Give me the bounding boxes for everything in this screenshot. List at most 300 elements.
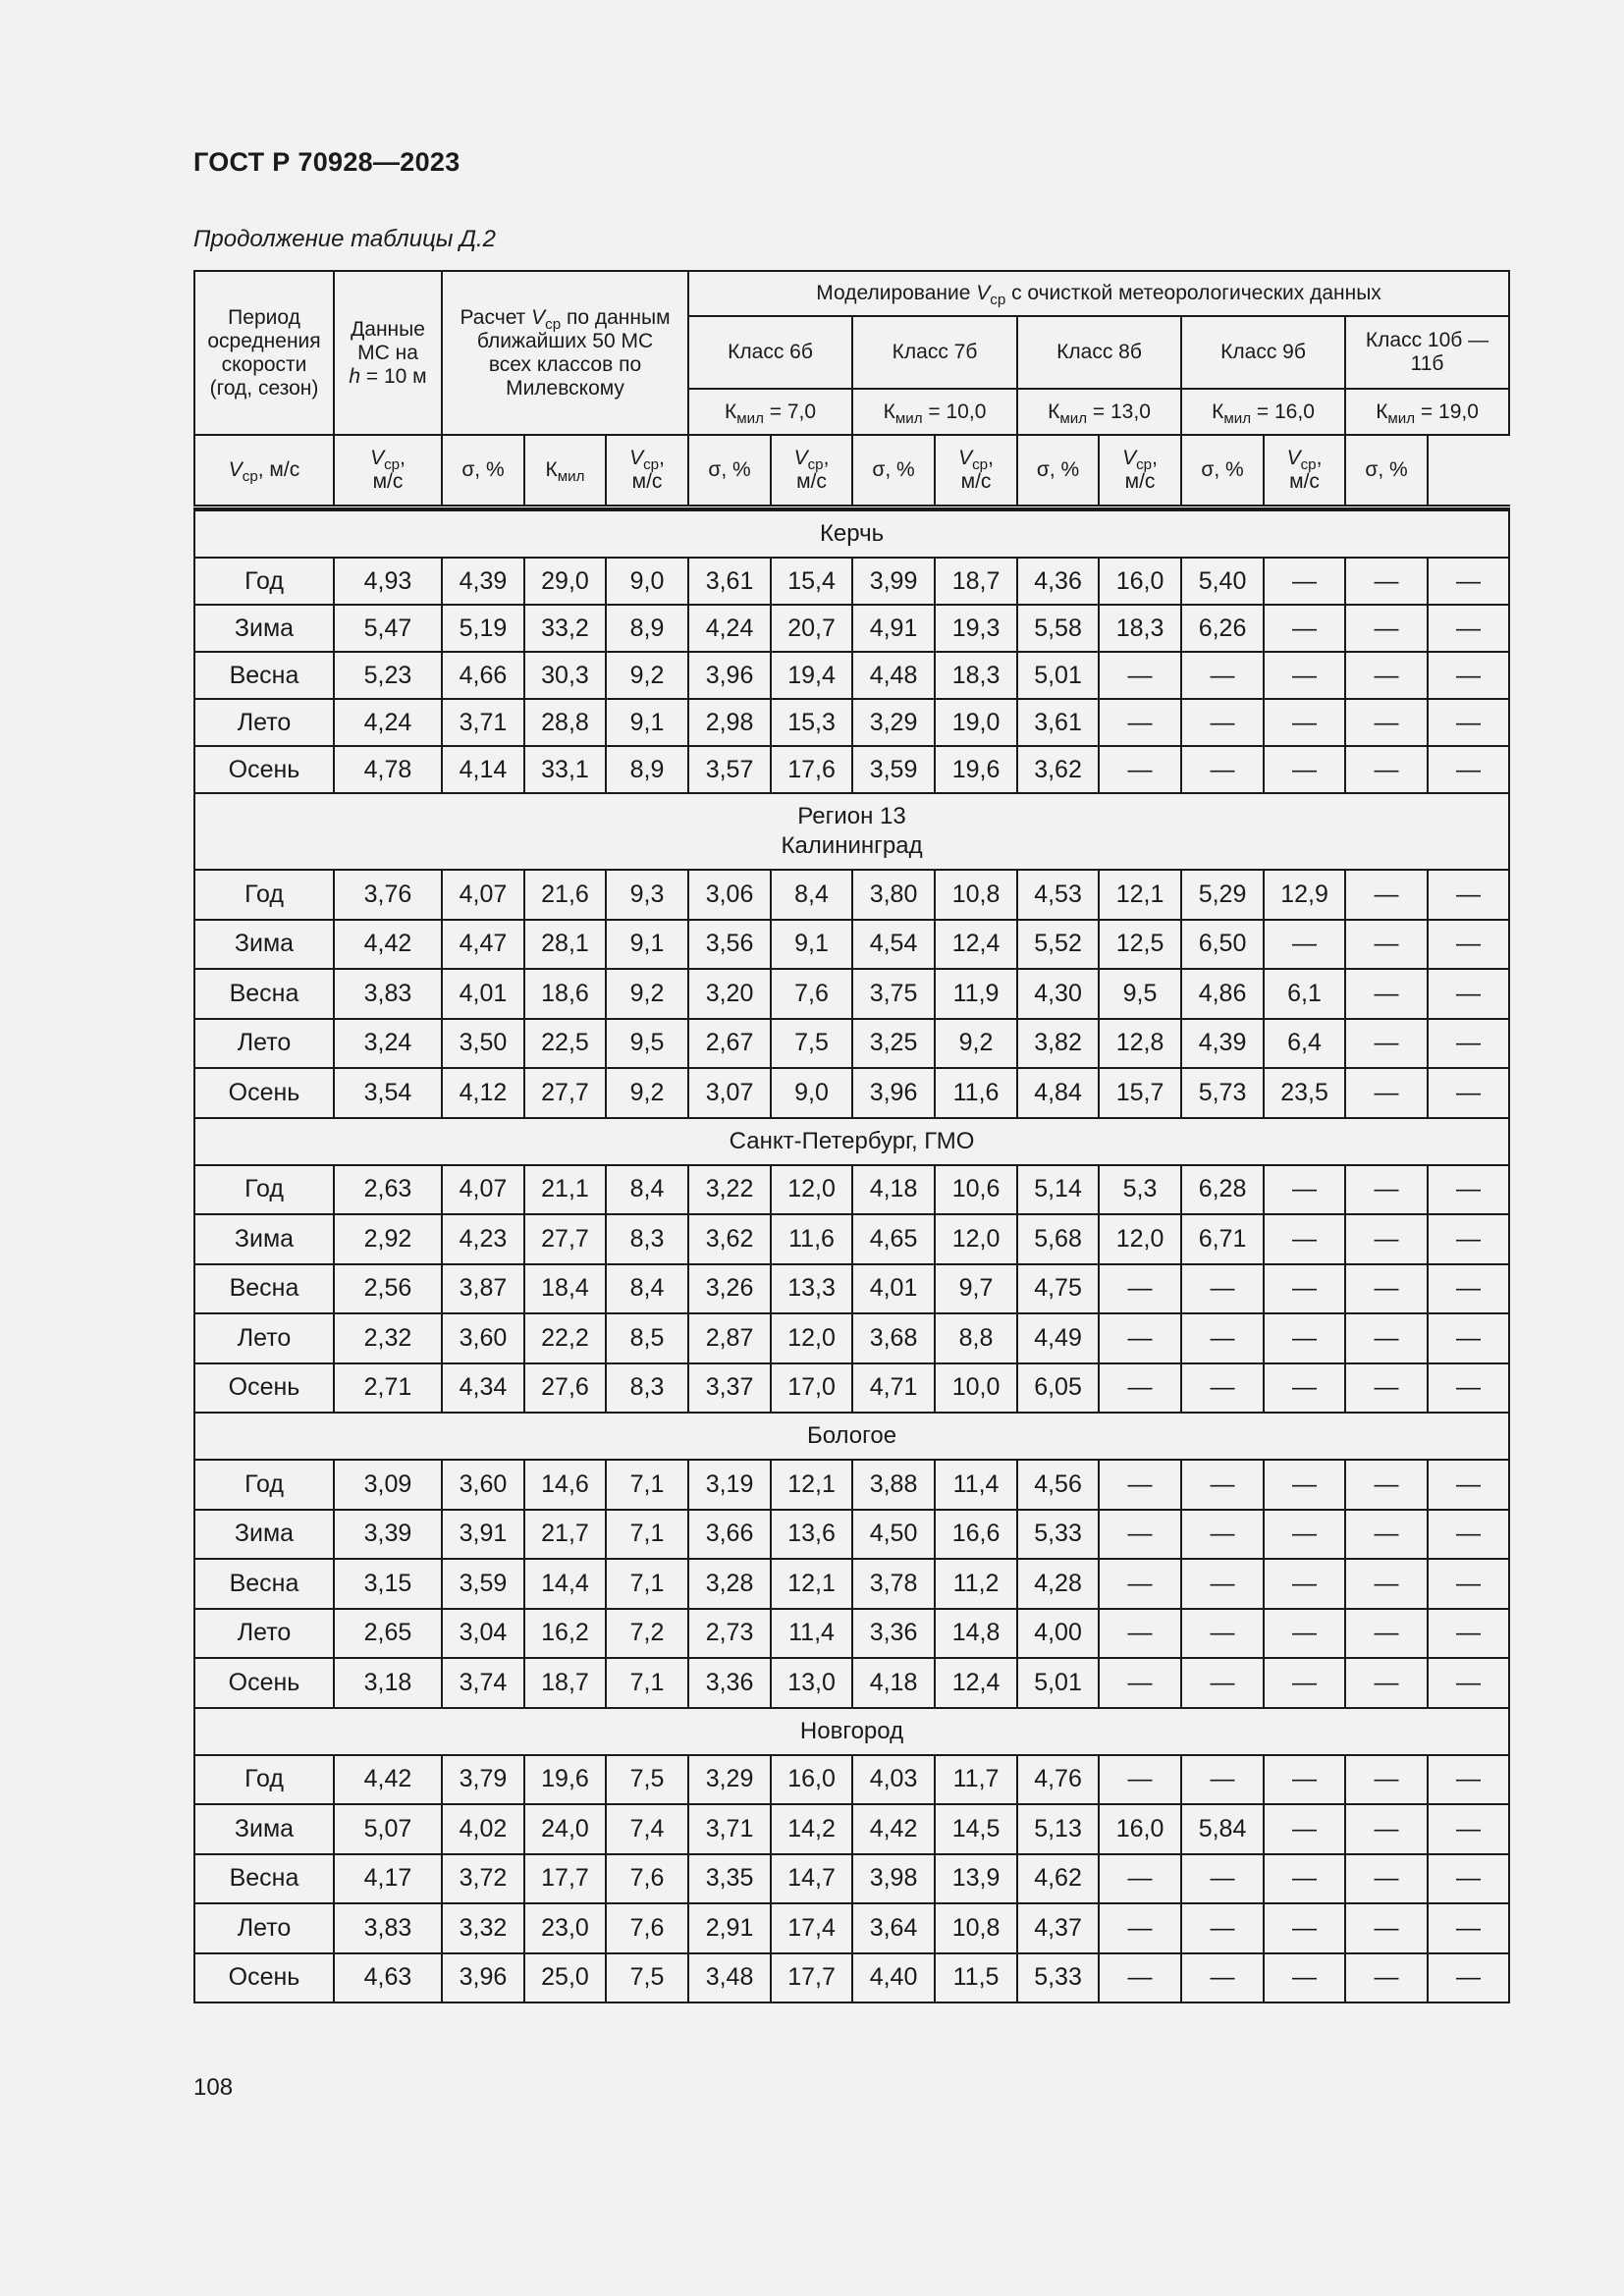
section-title-line: Регион 13 [797,803,906,829]
value-cell: — [1099,1953,1181,2003]
class-header: Класс 8б [1017,316,1181,389]
modeling-v-sub: ср [990,292,1006,309]
value-cell: 3,54 [334,1068,442,1118]
value-cell: 9,1 [771,920,852,970]
value-cell: 19,6 [935,746,1017,793]
value-cell: 27,7 [524,1068,606,1118]
table-row [194,1068,1509,1118]
class-header: Класс 10б — 11б [1345,316,1509,389]
value-cell: 4,01 [852,1264,935,1314]
value-cell: 8,9 [606,746,688,793]
value-cell: — [1345,1559,1428,1609]
vcp-unit-header: $V_{ср}$, м/с [194,435,334,507]
value-cell: 3,83 [334,969,442,1019]
value-cell: 3,64 [852,1903,935,1953]
value-cell: 4,39 [1181,1019,1264,1069]
value-cell: 12,5 [1099,920,1181,970]
value-cell: — [1181,652,1264,699]
value-cell: 3,98 [852,1854,935,1904]
value-cell: 16,0 [771,1755,852,1805]
table-row [194,746,1509,793]
value-cell: — [1181,1903,1264,1953]
value-cell: — [1428,1609,1509,1659]
value-cell: 12,4 [935,1658,1017,1708]
value-cell: 12,0 [1099,1214,1181,1264]
value-cell: 4,42 [334,920,442,970]
period-cell: Осень [194,1068,334,1118]
value-cell: 4,03 [852,1755,935,1805]
value-cell: 12,1 [771,1559,852,1609]
value-cell: 3,04 [442,1609,524,1659]
value-cell: — [1428,1363,1509,1414]
value-cell: — [1345,1068,1428,1118]
value-cell: 24,0 [524,1804,606,1854]
value-cell: 8,4 [606,1165,688,1215]
value-cell: 4,23 [442,1214,524,1264]
section-row [194,1708,1509,1755]
value-cell: 11,5 [935,1953,1017,2003]
sigma-header: σ, % [688,435,771,507]
calc-header [442,271,688,435]
value-cell: 17,6 [771,746,852,793]
value-cell: — [1181,746,1264,793]
value-cell: 3,32 [442,1903,524,1953]
value-cell: 4,47 [442,920,524,970]
value-cell: — [1428,1559,1509,1609]
value-cell: 14,6 [524,1460,606,1510]
table-row [194,1854,1509,1904]
value-cell: 3,22 [688,1165,771,1215]
value-cell: 21,1 [524,1165,606,1215]
value-cell: — [1428,1460,1509,1510]
value-cell: 3,87 [442,1264,524,1314]
table-row [194,1510,1509,1560]
vcp-header: $V_{ср}$, м/с [771,435,852,507]
value-cell: — [1345,1460,1428,1510]
value-cell: — [1099,1363,1181,1414]
value-cell: 3,06 [688,870,771,920]
value-cell: 11,4 [935,1460,1017,1510]
page-number: 108 [193,2074,234,2101]
period-cell: Осень [194,746,334,793]
value-cell: 3,88 [852,1460,935,1510]
ms-data-header [334,271,442,435]
value-cell: 9,7 [935,1264,1017,1314]
period-cell: Осень [194,1363,334,1414]
value-cell: 6,28 [1181,1165,1264,1215]
value-cell: 4,07 [442,1165,524,1215]
value-cell: 2,63 [334,1165,442,1215]
value-cell: — [1428,969,1509,1019]
value-cell: 12,0 [771,1165,852,1215]
value-cell: 22,5 [524,1019,606,1069]
value-cell: — [1428,1165,1509,1215]
value-cell: 3,96 [852,1068,935,1118]
value-cell: 10,8 [935,870,1017,920]
table-row [194,1559,1509,1609]
value-cell: 2,92 [334,1214,442,1264]
period-cell: Лето [194,1019,334,1069]
period-cell: Осень [194,1658,334,1708]
calc-v-sub: ср [545,315,562,333]
table-row [194,1903,1509,1953]
period-cell: Весна [194,969,334,1019]
vcp-header: $V_{ср}$, м/с [334,435,442,507]
value-cell: 7,6 [771,969,852,1019]
section-row [194,793,1509,870]
value-cell: 3,07 [688,1068,771,1118]
value-cell: 3,35 [688,1854,771,1904]
value-cell: 3,74 [442,1658,524,1708]
value-cell: 9,0 [606,558,688,605]
value-cell: — [1181,1755,1264,1805]
value-cell: — [1264,1903,1345,1953]
value-cell: 2,32 [334,1313,442,1363]
value-cell: 4,56 [1017,1460,1099,1510]
value-cell: 3,19 [688,1460,771,1510]
value-cell: 8,5 [606,1313,688,1363]
value-cell: 10,0 [935,1363,1017,1414]
value-cell: 9,5 [1099,969,1181,1019]
value-cell: 12,8 [1099,1019,1181,1069]
value-cell: 3,75 [852,969,935,1019]
table-row [194,1658,1509,1708]
value-cell: 2,98 [688,699,771,746]
value-cell: 3,39 [334,1510,442,1560]
value-cell: 6,05 [1017,1363,1099,1414]
table-row [194,1363,1509,1414]
value-cell: — [1099,1609,1181,1659]
value-cell: — [1264,1313,1345,1363]
value-cell: — [1264,699,1345,746]
value-cell: 8,3 [606,1363,688,1414]
value-cell: 4,78 [334,746,442,793]
value-cell: 3,76 [334,870,442,920]
value-cell: — [1264,605,1345,652]
section-title [194,1118,1509,1165]
value-cell: 4,18 [852,1165,935,1215]
value-cell: 3,26 [688,1264,771,1314]
value-cell: 3,71 [442,699,524,746]
value-cell: 15,3 [771,699,852,746]
period-cell: Зима [194,1214,334,1264]
value-cell: — [1345,1363,1428,1414]
value-cell: 3,18 [334,1658,442,1708]
period-header: Период осреднения скорости (год, сезон) [194,271,334,435]
value-cell: 6,71 [1181,1214,1264,1264]
value-cell: 3,71 [688,1804,771,1854]
value-cell: 6,26 [1181,605,1264,652]
value-cell: 3,79 [442,1755,524,1805]
value-cell: 7,1 [606,1460,688,1510]
value-cell: — [1428,1214,1509,1264]
value-cell: — [1099,699,1181,746]
value-cell: — [1099,746,1181,793]
value-cell: 3,68 [852,1313,935,1363]
value-cell: 5,3 [1099,1165,1181,1215]
value-cell: — [1099,1264,1181,1314]
value-cell: 10,6 [935,1165,1017,1215]
value-cell: — [1264,558,1345,605]
section-title-line: Керчь [819,520,885,547]
value-cell: 33,1 [524,746,606,793]
value-cell: 3,48 [688,1953,771,2003]
class-header: Класс 6б [688,316,852,389]
value-cell: 18,6 [524,969,606,1019]
value-cell: 4,53 [1017,870,1099,920]
value-cell: 19,6 [524,1755,606,1805]
value-cell: — [1181,1854,1264,1904]
value-cell: 8,4 [606,1264,688,1314]
value-cell: — [1181,1559,1264,1609]
table-row [194,969,1509,1019]
value-cell: — [1428,1068,1509,1118]
period-cell: Весна [194,652,334,699]
value-cell: — [1181,1953,1264,2003]
value-cell: 3,83 [334,1903,442,1953]
data-table [193,270,1510,2003]
value-cell: — [1181,1658,1264,1708]
value-cell: 4,24 [688,605,771,652]
value-cell: 2,56 [334,1264,442,1314]
value-cell: — [1099,1755,1181,1805]
value-cell: — [1428,920,1509,970]
value-cell: 9,2 [606,969,688,1019]
value-cell: — [1428,1510,1509,1560]
value-cell: 5,47 [334,605,442,652]
value-cell: 7,1 [606,1559,688,1609]
value-cell: 4,62 [1017,1854,1099,1904]
value-cell: 9,1 [606,699,688,746]
value-cell: 4,93 [334,558,442,605]
value-cell: 5,33 [1017,1953,1099,2003]
value-cell: 19,4 [771,652,852,699]
value-cell: 14,7 [771,1854,852,1904]
section-title-line: Новгород [799,1717,904,1744]
value-cell: — [1264,652,1345,699]
value-cell: 30,3 [524,652,606,699]
sigma-header: σ, % [1345,435,1428,507]
value-cell: — [1181,1264,1264,1314]
table-row [194,605,1509,652]
value-cell: — [1264,1165,1345,1215]
value-cell: — [1428,1313,1509,1363]
value-cell: 23,5 [1264,1068,1345,1118]
kmil-header: $К_{мил} = 13,0$ [1017,389,1181,435]
value-cell: 16,0 [1099,558,1181,605]
value-cell: — [1345,558,1428,605]
value-cell: 5,01 [1017,1658,1099,1708]
value-cell: 4,42 [852,1804,935,1854]
value-cell: 11,2 [935,1559,1017,1609]
value-cell: 4,50 [852,1510,935,1560]
table-row [194,1313,1509,1363]
value-cell: 8,9 [606,605,688,652]
value-cell: 27,7 [524,1214,606,1264]
value-cell: — [1345,605,1428,652]
value-cell: 4,00 [1017,1609,1099,1659]
table-row [194,1755,1509,1805]
value-cell: 4,37 [1017,1903,1099,1953]
value-cell: 3,78 [852,1559,935,1609]
table-row [194,1609,1509,1659]
value-cell: 3,66 [688,1510,771,1560]
value-cell: — [1099,1658,1181,1708]
value-cell: — [1264,1854,1345,1904]
section-title [194,1708,1509,1755]
table-header [194,271,1509,507]
value-cell: 3,57 [688,746,771,793]
value-cell: 33,2 [524,605,606,652]
modeling-header-prefix: Моделирование [816,282,977,304]
section-row [194,510,1509,558]
value-cell: 6,1 [1264,969,1345,1019]
table-body [194,510,1509,2002]
period-cell: Год [194,558,334,605]
table-row [194,1953,1509,2003]
value-cell: — [1345,969,1428,1019]
value-cell: 15,7 [1099,1068,1181,1118]
value-cell: — [1345,1510,1428,1560]
value-cell: 4,36 [1017,558,1099,605]
value-cell: 6,4 [1264,1019,1345,1069]
value-cell: 4,54 [852,920,935,970]
value-cell: 3,82 [1017,1019,1099,1069]
value-cell: 2,91 [688,1903,771,1953]
value-cell: — [1345,1953,1428,2003]
value-cell: 9,0 [771,1068,852,1118]
value-cell: 13,3 [771,1264,852,1314]
value-cell: 3,99 [852,558,935,605]
table-row [194,1019,1509,1069]
section-title-line: Бологое [806,1422,897,1449]
value-cell: 5,68 [1017,1214,1099,1264]
value-cell: 4,42 [334,1755,442,1805]
value-cell: 17,7 [771,1953,852,2003]
value-cell: 16,2 [524,1609,606,1659]
modeling-header [688,271,1509,316]
value-cell: 18,3 [1099,605,1181,652]
value-cell: 9,5 [606,1019,688,1069]
kmil-header: $К_{мил} = 16,0$ [1181,389,1345,435]
ms-data-header-text: Данные МС на [351,317,425,364]
value-cell: 16,0 [1099,1804,1181,1854]
value-cell: — [1264,1755,1345,1805]
value-cell: — [1428,1264,1509,1314]
value-cell: 7,6 [606,1903,688,1953]
value-cell: 15,4 [771,558,852,605]
value-cell: 18,7 [935,558,1017,605]
value-cell: — [1428,1953,1509,2003]
value-cell: 14,2 [771,1804,852,1854]
sigma-header: σ, % [852,435,935,507]
value-cell: 12,4 [935,920,1017,970]
value-cell: 10,8 [935,1903,1017,1953]
period-cell: Год [194,870,334,920]
value-cell: — [1428,1658,1509,1708]
value-cell: — [1345,1313,1428,1363]
value-cell: — [1345,920,1428,970]
value-cell: 17,4 [771,1903,852,1953]
value-cell: 3,61 [688,558,771,605]
value-cell: — [1264,1804,1345,1854]
value-cell: — [1345,1609,1428,1659]
kmil-header: $К_{мил} = 10,0$ [852,389,1017,435]
value-cell: 14,5 [935,1804,1017,1854]
value-cell: 5,01 [1017,652,1099,699]
value-cell: 21,6 [524,870,606,920]
value-cell: — [1428,870,1509,920]
value-cell: 11,7 [935,1755,1017,1805]
value-cell: 4,17 [334,1854,442,1904]
value-cell: — [1345,1755,1428,1805]
value-cell: — [1264,1559,1345,1609]
value-cell: — [1345,652,1428,699]
value-cell: — [1428,605,1509,652]
period-cell: Зима [194,1510,334,1560]
value-cell: 4,30 [1017,969,1099,1019]
value-cell: 4,07 [442,870,524,920]
value-cell: — [1181,1510,1264,1560]
table-row [194,558,1509,605]
value-cell: 11,6 [771,1214,852,1264]
value-cell: 4,76 [1017,1755,1099,1805]
value-cell: 5,13 [1017,1804,1099,1854]
value-cell: 5,14 [1017,1165,1099,1215]
section-row [194,1413,1509,1460]
value-cell: 4,24 [334,699,442,746]
calc-v-symbol: V [531,305,546,329]
value-cell: — [1345,1019,1428,1069]
value-cell: — [1264,1264,1345,1314]
value-cell: — [1428,699,1509,746]
value-cell: — [1345,1658,1428,1708]
value-cell: — [1345,1804,1428,1854]
period-cell: Год [194,1165,334,1215]
value-cell: 9,2 [606,652,688,699]
value-cell: 5,52 [1017,920,1099,970]
modeling-header-suffix: с очисткой метеорологических данных [1005,282,1381,304]
value-cell: 11,6 [935,1068,1017,1118]
value-cell: — [1264,1214,1345,1264]
value-cell: 2,87 [688,1313,771,1363]
value-cell: 3,36 [688,1658,771,1708]
table-row [194,1804,1509,1854]
value-cell: 7,4 [606,1804,688,1854]
value-cell: 3,80 [852,870,935,920]
value-cell: 3,61 [1017,699,1099,746]
value-cell: 11,4 [771,1609,852,1659]
sigma-header: σ, % [442,435,524,507]
value-cell: 3,09 [334,1460,442,1510]
period-cell: Зима [194,1804,334,1854]
value-cell: 17,7 [524,1854,606,1904]
table-row [194,920,1509,970]
value-cell: 2,67 [688,1019,771,1069]
value-cell: 4,34 [442,1363,524,1414]
table-row [194,1460,1509,1510]
value-cell: 5,07 [334,1804,442,1854]
value-cell: 3,60 [442,1460,524,1510]
value-cell: 20,7 [771,605,852,652]
value-cell: 5,40 [1181,558,1264,605]
section-title-line: Калининград [781,832,923,859]
value-cell: 12,9 [1264,870,1345,920]
value-cell: 4,84 [1017,1068,1099,1118]
value-cell: 16,6 [935,1510,1017,1560]
value-cell: — [1428,1903,1509,1953]
value-cell: — [1345,1903,1428,1953]
